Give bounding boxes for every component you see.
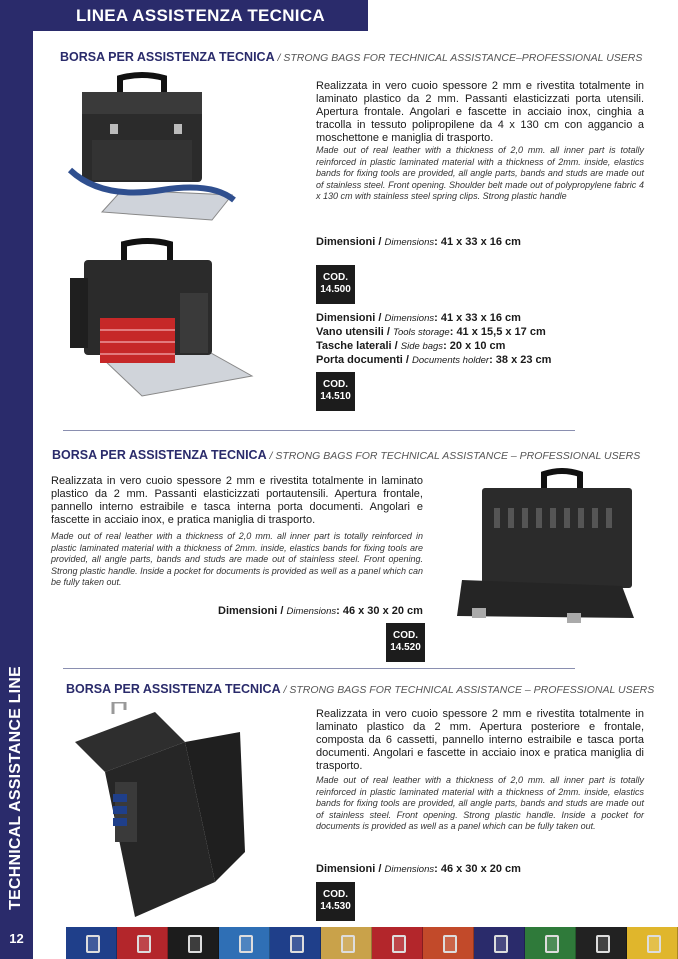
code-label: COD. xyxy=(323,379,348,390)
footer-color-swatch xyxy=(117,927,168,959)
code-label: COD. xyxy=(323,272,348,283)
section-2-title-it: BORSA PER ASSISTENZA TECNICA xyxy=(52,448,267,462)
section-3-description-en: Made out of real leather with a thickness of 2,0 mm. all inner part is totally reinforced in plastic laminated material with a thickness of 2mm. inside, elastics bands for fixing tools are provided, all angle parts, bands and studs are made out of stainless steel. Front opening. Strong plastic handle. Inside a pocket for documents is provided as well as a panel which can be fully taken out. xyxy=(316,775,644,832)
dim-label: Dimensioni / xyxy=(316,863,385,875)
code-badge-14510 xyxy=(316,372,355,411)
code-label: COD. xyxy=(323,889,348,900)
spec-dimensions xyxy=(316,311,521,326)
spec-label: Tasche laterali / xyxy=(316,340,401,352)
bag-14520-image xyxy=(452,468,642,638)
sidebar xyxy=(0,0,33,959)
dim-sub-label: Dimensions xyxy=(384,237,435,248)
bag-14510-image xyxy=(62,238,257,403)
code-badge-14530 xyxy=(316,882,355,921)
bag-14530-image xyxy=(65,702,250,920)
spec-value: : 38 x 23 cm xyxy=(489,354,552,366)
code-badge-14500 xyxy=(316,265,355,304)
footer-color-swatch xyxy=(576,927,627,959)
section-1-dimensions-1 xyxy=(316,235,521,250)
spec-sub-label: Tools storage xyxy=(393,327,450,338)
code-number: 14.500 xyxy=(320,284,351,295)
spec-label: Vano utensili / xyxy=(316,326,394,338)
spec-value: : 41 x 15,5 x 17 cm xyxy=(449,326,546,338)
code-number: 14.520 xyxy=(390,642,421,653)
section-1-title-en: / STRONG BAGS FOR TECHNICAL ASSISTANCE–PROFESSIONAL USERS xyxy=(274,52,643,64)
spec-value: : 41 x 33 x 16 cm xyxy=(434,312,521,324)
dim-sub-label: Dimensions xyxy=(384,864,435,875)
section-2-dimensions xyxy=(218,604,423,619)
spec-label: Dimensioni / xyxy=(316,312,385,324)
spec-side-bags xyxy=(316,339,505,354)
section-2-description-it: Realizzata in vero cuoio spessore 2 mm e rivestita totalmente in laminato plastico da 2 mm. Passanti elasticizzati portautensili. Apertura frontale, pannello interno estraibile e tasca interna porta documenti. Angolari e fascette in acciaio inox, e pratica maniglia di trasporto. xyxy=(51,475,423,526)
footer-color-swatch xyxy=(66,927,117,959)
spec-documents-holder xyxy=(316,353,551,368)
section-2-title-en: / STRONG BAGS FOR TECHNICAL ASSISTANCE – PROFESSIONAL USERS xyxy=(266,450,641,462)
section-3-dimensions xyxy=(316,862,521,877)
footer-color-swatch xyxy=(321,927,372,959)
bag-14500-image xyxy=(62,70,242,230)
dim-label: Dimensioni xyxy=(316,236,376,248)
spec-sub-label: Side bags xyxy=(400,341,444,352)
dim-label: Dimensioni / xyxy=(218,605,287,617)
spec-sub-label: Dimensions xyxy=(384,313,435,324)
section-divider xyxy=(63,430,575,431)
section-1-description-it: Realizzata in vero cuoio spessore 2 mm e rivestita totalmente in laminato plastico da 2 mm. Passanti elasticizzati porta utensili. Apertura frontale. Angolari e fascette in acciaio inox, cinghia a tracolla in tessuto polipropilene da 4 x 130 cm con aggancio a moschettone e maniglia di trasporto. xyxy=(316,80,644,144)
section-2-description-en: Made out of real leather with a thickness of 2,0 mm. all inner part is totally reinforced in plastic laminated material with a thickness of 2mm. inside, elastics bands for fixing tools are provided, all angle parts, bands and studs are made out of stainless steel. Front opening. Strong plastic handle. Inside a pocket for documents is provided as well as a panel which can be fully taken out. xyxy=(51,531,423,588)
section-3-title-en: / STRONG BAGS FOR TECHNICAL ASSISTANCE – PROFESSIONAL USERS xyxy=(280,684,655,696)
footer-color-swatch xyxy=(168,927,219,959)
dim-sub-label: Dimensions xyxy=(286,606,337,617)
header-title: LINEA ASSISTENZA TECNICA xyxy=(76,6,325,25)
spec-label: Porta documenti / xyxy=(316,354,412,366)
sidebar-vertical-title: TECHNICAL ASSISTANCE LINE xyxy=(7,666,24,910)
section-3-title xyxy=(66,682,654,696)
dim-value: : 46 x 30 x 20 cm xyxy=(434,863,521,875)
footer-color-swatch xyxy=(372,927,423,959)
dim-separator: / xyxy=(375,236,385,248)
spec-tools-storage xyxy=(316,325,546,340)
footer-color-swatch xyxy=(219,927,270,959)
spec-value: : 20 x 10 cm xyxy=(443,340,506,352)
spec-sub-label: Documents holder xyxy=(411,355,490,366)
footer-color-swatch xyxy=(525,927,576,959)
code-number: 14.510 xyxy=(320,391,351,402)
section-3-title-it: BORSA PER ASSISTENZA TECNICA xyxy=(66,682,281,696)
footer-color-swatch xyxy=(474,927,525,959)
footer-color-strip xyxy=(66,927,678,959)
section-1-title-it: BORSA PER ASSISTENZA TECNICA xyxy=(60,50,275,64)
header-band xyxy=(33,0,368,31)
section-1-description-en: Made out of real leather with a thickness of 2,0 mm. all inner part is totally reinforced in plastic laminated material with a thickness of 2mm. inside, elastics bands for fixing tools are provided, all angle parts, bands and studs are made out of stainless steel. Front opening. Shoulder belt made out of polypropylene fabric 4 x 130 cm with stainless steel spring clips. Strong plastic handle xyxy=(316,145,644,202)
page-number: 12 xyxy=(9,931,24,946)
footer-color-swatch xyxy=(423,927,474,959)
dim-value: : 46 x 30 x 20 cm xyxy=(336,605,423,617)
dim-value: : 41 x 33 x 16 cm xyxy=(434,236,521,248)
code-label: COD. xyxy=(393,630,418,641)
code-badge-14520 xyxy=(386,623,425,662)
footer-color-swatch xyxy=(627,927,678,959)
section-1-title xyxy=(60,50,642,64)
section-divider xyxy=(63,668,575,669)
section-2-title xyxy=(52,448,640,462)
section-3-description-it: Realizzata in vero cuoio spessore 2 mm e rivestita totalmente in laminato plastico da 2 mm. Apertura posteriore e frontale, composta da 6 cassetti, pannello interno estraibile e tasca porta documenti. Angolari e fascette in acciaio inox e pratica maniglia di trasporto. xyxy=(316,708,644,772)
footer-color-swatch xyxy=(270,927,321,959)
code-number: 14.530 xyxy=(320,901,351,912)
